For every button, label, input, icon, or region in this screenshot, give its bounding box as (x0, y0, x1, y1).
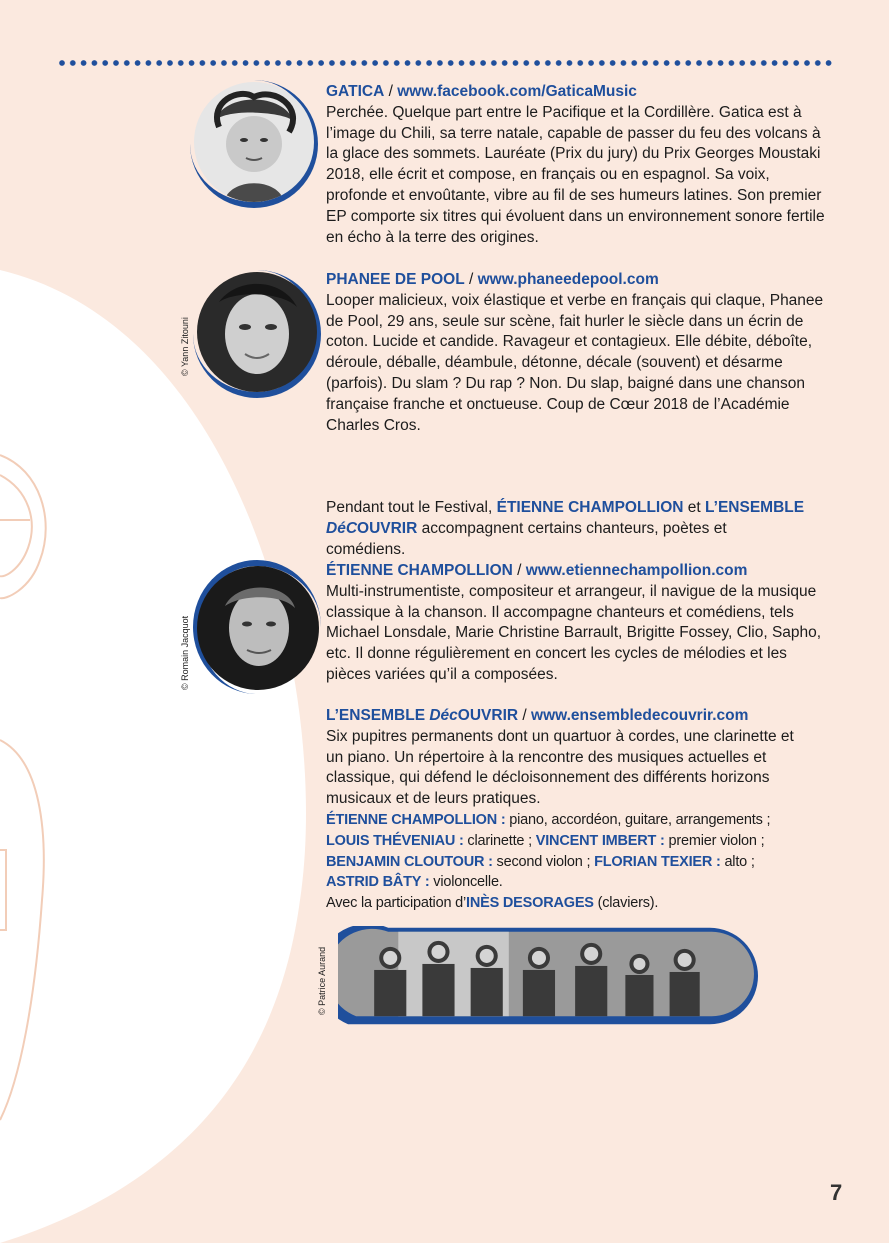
participation-text: Avec la participation d’ (326, 895, 467, 912)
separator: / (384, 83, 398, 100)
separator: / (464, 271, 478, 288)
intro-text: accompagnent certains chanteurs, poètes et comédiens. (326, 519, 727, 558)
festival-intro (326, 498, 806, 560)
artist-link[interactable]: www.phaneedepool.com (477, 271, 659, 288)
phanee-photo (197, 272, 317, 392)
member-name: ÉTIENNE CHAMPOLLION : (326, 811, 506, 828)
member-name: FLORIAN TEXIER : (594, 853, 721, 870)
etienne-section (326, 561, 826, 686)
member-role: piano, accordéon, guitare, arrangements ; (505, 811, 771, 828)
photo-credit: © Romain Jacquot (180, 615, 190, 690)
artist-bio: Multi-instrumentiste, compositeur et arrangeur, il navigue de la musique classique à la chanson. Il accompagne chanteurs et comédiens, tels Michael Lonsdale, Marie Christine Barrault, Brigitte Fossey, Clio, Sapho, etc. Il donne régulièrement en concert les cycles de mélodies et les pièces variées qu’il a composées. (326, 582, 822, 683)
artist-bio: Perchée. Quelque part entre le Pacifique et la Cordillère. Gatica est à l’image du Chili, sa terre natale, capable de passer du feu des volcans à la glace des sommets. Lauréate (Prix du jury) du Prix Georges Moustaki 2018, elle écrit et compose, en français ou en espagnol. Sa voix, profonde et envoûtante, vibre au fil de ses humeurs latines. Son premier EP comporte six titres qui évoluent dans un environnement sonore fertile en écho à la terre des origines. (326, 103, 825, 246)
page-number: 7 (830, 1180, 843, 1205)
intro-name: ÉTIENNE CHAMPOLLION (496, 499, 684, 516)
dotted-divider (58, 59, 834, 67)
ensemble-bio: Six pupitres permanents dont un quartuor à cordes, une clarinette et un piano. Un répertoire à la rencontre des musiques actuelles et classique, qui défend le décloisonnement des différents horizons musicaux et de leurs pratiques. (326, 727, 794, 808)
member-role: second violon ; (492, 853, 595, 870)
artist-link[interactable]: www.etiennechampollion.com (525, 562, 748, 579)
member-role: premier violon ; (664, 832, 765, 849)
intro-text: Pendant tout le Festival, (326, 499, 497, 516)
ensemble-section (326, 706, 796, 914)
separator: / (512, 562, 526, 579)
member-name: ASTRID BÂTY : (326, 874, 430, 891)
gatica-section (326, 82, 832, 248)
artist-bio: Looper malicieux, voix élastique et verbe en français qui claque, Phanee de Pool, 29 ans, seule sur scène, fait hurler le siècle dans un écrin de coton. Lucide et candide. Ravageur et contagieux. Elle débite, déboîte, déroule, déballe, déambule, détonne, décale (souvent) et désarme (parfois). Du slam ? Du rap ? Non. Du slap, baigné dans une chanson française franche et onctueuse. Coup de Cœur 2018 de l’Académie Charles Cros. (326, 291, 824, 434)
etienne-photo (197, 566, 319, 690)
photo-credit: © Yann Zitouni (180, 317, 190, 376)
separator: / (518, 707, 532, 724)
guest-name: INÈS DESORAGES (466, 895, 594, 912)
photo-credit: © Patrice Aurand (317, 946, 327, 1015)
member-name: LOUIS THÉVENIAU : (326, 832, 464, 849)
member-list (326, 810, 796, 914)
member-role: clarinette ; (463, 832, 536, 849)
intro-name: OUVRIR (357, 519, 418, 537)
gatica-photo (194, 82, 314, 202)
ensemble-group-photo (338, 926, 758, 1026)
artist-name: GATICA (326, 83, 385, 100)
member-role: violoncelle. (429, 874, 503, 891)
member-name: BENJAMIN CLOUTOUR : (326, 853, 493, 870)
intro-name: DéC (326, 519, 358, 537)
phanee-section (326, 270, 832, 436)
artist-name: Déc (429, 707, 458, 724)
artist-name: OUVRIR (457, 707, 519, 724)
artist-name: ÉTIENNE CHAMPOLLION (326, 562, 513, 579)
artist-link[interactable]: www.ensembledecouvrir.com (531, 707, 749, 724)
member-role: alto ; (720, 853, 755, 870)
artist-name: PHANEE DE POOL (326, 271, 465, 288)
participation-text: (claviers). (593, 895, 659, 912)
intro-name: L’ENSEMBLE (705, 499, 805, 516)
artist-name: L’ENSEMBLE (326, 707, 430, 724)
intro-text: et (683, 499, 706, 516)
artist-link[interactable]: www.facebook.com/GaticaMusic (397, 83, 637, 100)
member-name: VINCENT IMBERT : (535, 832, 665, 849)
